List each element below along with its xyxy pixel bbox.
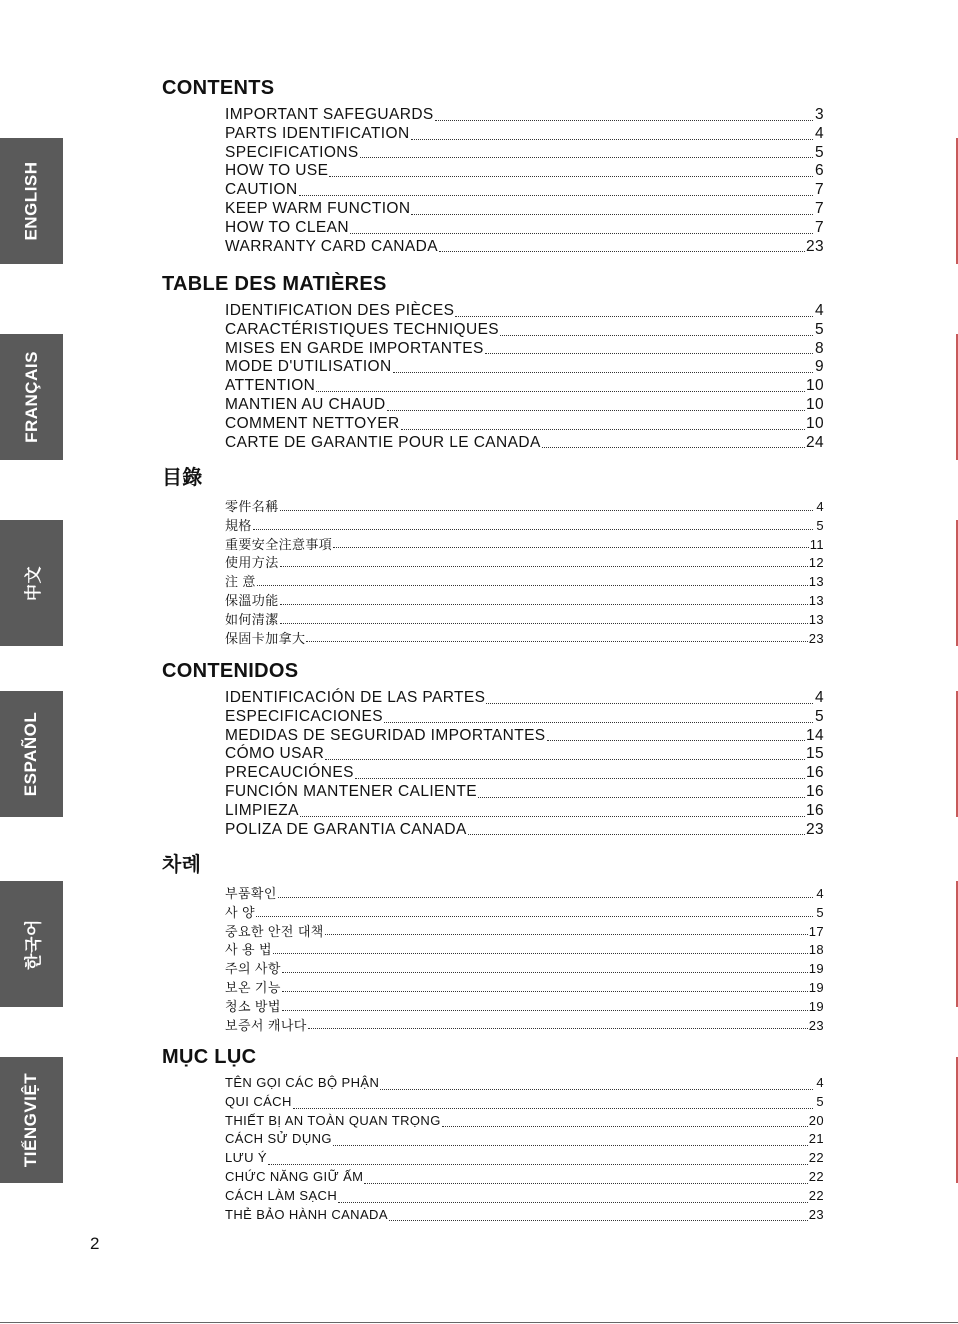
toc-entry-label: MANTIEN AU CHAUD <box>225 395 386 413</box>
toc-entry[interactable] <box>225 515 824 534</box>
dot-leader <box>411 139 813 140</box>
toc-entry-label: MODE D'UTILISATION <box>225 358 392 376</box>
dot-leader <box>280 623 808 624</box>
page-number: 2 <box>90 1234 100 1253</box>
section-title: CONTENIDOS <box>162 660 299 682</box>
dot-leader <box>325 759 805 760</box>
dot-leader <box>547 740 805 741</box>
toc-entry-label: TÊN GỌI CÁC BỘ PHẬN <box>225 1075 380 1090</box>
toc-entry-label: CARACTÉRISTIQUES TECHNIQUES <box>225 320 500 338</box>
tab-vietnamese-label: TIẾNGVIỆT <box>21 1072 41 1168</box>
toc-entry-label: HOW TO CLEAN <box>225 218 349 236</box>
toc-entry[interactable] <box>225 802 824 821</box>
dot-leader <box>329 176 813 177</box>
dot-leader <box>435 120 813 121</box>
toc-entry[interactable] <box>225 939 824 958</box>
toc-entry[interactable] <box>225 1094 824 1113</box>
toc-entry[interactable] <box>225 902 824 921</box>
toc-entry-label: 保固卡加拿大 <box>225 630 306 646</box>
tab-espanol[interactable] <box>0 691 63 817</box>
toc-entry-page: 4 <box>814 124 824 142</box>
toc-entry[interactable] <box>225 977 824 996</box>
dot-leader <box>278 897 813 898</box>
dot-leader <box>253 529 813 530</box>
toc-entry[interactable] <box>225 1075 824 1094</box>
section-title: MỤC LỤC <box>162 1046 257 1068</box>
toc-entry[interactable] <box>225 358 824 377</box>
tab-vietnamese[interactable] <box>0 1057 63 1183</box>
toc-entry[interactable] <box>225 340 824 359</box>
toc-entry-label: IDENTIFICACIÓN DE LAS PARTES <box>225 689 486 706</box>
toc-entry-label: 중요한 안전 대책 <box>225 923 324 939</box>
toc-entry-page: 4 <box>816 499 824 514</box>
toc-entry[interactable] <box>225 219 824 238</box>
tab-english[interactable] <box>0 138 63 264</box>
toc-entry[interactable] <box>225 764 824 783</box>
toc-entry-label: 보온 기능 <box>225 979 281 995</box>
dot-leader <box>268 1164 808 1165</box>
toc-list <box>162 496 824 646</box>
dot-leader <box>350 233 813 234</box>
toc-entry-page: 23 <box>805 820 824 838</box>
toc-entry-page: 19 <box>808 961 824 977</box>
toc-section-korean <box>162 853 824 1033</box>
toc-entry[interactable] <box>225 727 824 746</box>
toc-entry-label: LƯU Ý <box>225 1150 268 1166</box>
toc-entry-label: ATTENTION <box>225 377 316 395</box>
toc-entry-label: CAUTION <box>225 181 298 199</box>
tab-francais[interactable] <box>0 334 63 460</box>
toc-list <box>162 106 824 256</box>
dot-leader <box>257 585 808 586</box>
toc-section-vietnamese <box>162 1045 824 1225</box>
toc-entry-label: WARRANTY CARD CANADA <box>225 237 438 255</box>
dot-leader <box>273 953 808 954</box>
toc-entry[interactable] <box>225 106 824 125</box>
tab-francais-label: FRANÇAIS <box>21 351 41 443</box>
dot-leader <box>380 1089 813 1090</box>
toc-entry-label: CÁCH LÀM SẠCH <box>225 1187 338 1203</box>
toc-entry-page: 4 <box>816 886 824 901</box>
toc-entry-page: 22 <box>808 1187 824 1203</box>
toc-entry[interactable] <box>225 162 824 181</box>
toc-entry-page: 14 <box>805 726 824 744</box>
toc-entry[interactable] <box>225 783 824 802</box>
toc-entry-page: 8 <box>814 339 824 357</box>
dot-leader <box>442 1126 808 1127</box>
toc-entry-page: 13 <box>808 611 824 627</box>
toc-entry-label: 청소 방법 <box>225 998 281 1014</box>
toc-entry-label: THIẾT BỊ AN TOÀN QUAN TRỌNG <box>225 1112 441 1128</box>
toc-entry[interactable] <box>225 1131 824 1150</box>
dot-leader <box>308 1028 808 1029</box>
toc-entry-page: 5 <box>814 707 824 725</box>
toc-entry-page: 6 <box>814 162 824 180</box>
toc-entry[interactable] <box>225 434 824 453</box>
section-title: CONTENTS <box>162 77 275 99</box>
toc-entry-page: 12 <box>808 555 824 571</box>
toc-entry-page: 10 <box>805 395 824 413</box>
toc-entry-label: LIMPIEZA <box>225 801 299 819</box>
toc-entry-label: PARTS IDENTIFICATION <box>225 124 410 142</box>
toc-entry[interactable] <box>225 552 824 571</box>
section-title: TABLE DES MATIÈRES <box>162 273 387 295</box>
dot-leader <box>338 1202 808 1203</box>
toc-entry[interactable] <box>225 1188 824 1207</box>
toc-entry-page: 19 <box>808 998 824 1014</box>
toc-entry-label: SPECIFICATIONS <box>225 143 359 161</box>
tab-espanol-label: ESPAÑOL <box>21 711 41 797</box>
toc-entry-label: 注 意 <box>225 574 256 590</box>
toc-section-french <box>162 272 824 452</box>
toc-section-spanish <box>162 659 824 839</box>
toc-entry-page: 13 <box>808 574 824 590</box>
toc-entry[interactable] <box>225 1150 824 1169</box>
dot-leader <box>280 566 808 567</box>
toc-entry-label: CÓMO USAR <box>225 745 325 763</box>
toc-entry[interactable] <box>225 821 824 840</box>
tab-korean-label: 한국어 <box>24 918 43 970</box>
toc-entry-page: 23 <box>808 1206 824 1222</box>
dot-leader <box>401 429 805 430</box>
toc-entry-label: HOW TO USE <box>225 162 329 180</box>
dot-leader <box>542 447 805 448</box>
toc-entry[interactable] <box>225 302 824 321</box>
dot-leader <box>293 1108 813 1109</box>
toc-entry-label: 사 양 <box>225 904 255 920</box>
toc-entry-page: 23 <box>808 1017 824 1033</box>
tab-korean[interactable] <box>0 881 63 1007</box>
dot-leader <box>364 1183 807 1184</box>
dot-leader <box>486 703 813 704</box>
toc-entry-page: 7 <box>814 181 824 199</box>
bottom-rule <box>0 1322 958 1323</box>
toc-entry-label: KEEP WARM FUNCTION <box>225 199 411 217</box>
toc-entry-label: 사 용 법 <box>225 942 272 958</box>
toc-entry-label: PRECAUCIÓNES <box>225 764 354 782</box>
toc-entry-label: CÁCH SỬ DỤNG <box>225 1131 332 1147</box>
toc-entry[interactable] <box>225 377 824 396</box>
toc-entry[interactable] <box>225 125 824 144</box>
toc-section-chinese <box>162 466 824 646</box>
toc-entry-page: 3 <box>814 106 824 123</box>
toc-entry-label: 如何清潔 <box>225 611 279 627</box>
toc-entry-page: 9 <box>814 358 824 376</box>
toc-entry[interactable] <box>225 883 824 902</box>
toc-entry[interactable] <box>225 238 824 257</box>
toc-entry[interactable] <box>225 745 824 764</box>
toc-entry-label: THẺ BẢO HÀNH CANADA <box>225 1206 388 1222</box>
dot-leader <box>384 722 813 723</box>
toc-list <box>162 302 824 452</box>
toc-entry[interactable] <box>225 590 824 609</box>
toc-entry-page: 19 <box>808 979 824 995</box>
toc-entry-label: IDENTIFICATION DES PIÈCES <box>225 302 455 319</box>
toc-entry[interactable] <box>225 689 824 708</box>
toc-entry-page: 18 <box>808 942 824 958</box>
dot-leader <box>282 991 808 992</box>
toc-entry[interactable] <box>225 1169 824 1188</box>
dot-leader <box>411 214 813 215</box>
tab-english-label: ENGLISH <box>21 161 41 241</box>
tab-chinese[interactable] <box>0 520 63 646</box>
toc-entry-label: 주의 사항 <box>225 961 281 977</box>
toc-entry-page: 4 <box>816 1075 824 1090</box>
toc-entry-page: 11 <box>809 536 824 552</box>
dot-leader <box>282 1010 808 1011</box>
toc-entry-label: CHỨC NĂNG GIỮ ẤM <box>225 1168 364 1184</box>
dot-leader <box>333 547 809 548</box>
dot-leader <box>389 1220 808 1221</box>
dot-leader <box>282 972 808 973</box>
toc-entry[interactable] <box>225 1113 824 1132</box>
toc-entry-page: 15 <box>805 745 824 763</box>
toc-entry-page: 13 <box>808 592 824 608</box>
dot-leader <box>393 372 813 373</box>
toc-entry-page: 22 <box>808 1150 824 1166</box>
toc-entry-page: 23 <box>808 630 824 646</box>
toc-entry[interactable] <box>225 396 824 415</box>
toc-entry-page: 21 <box>808 1131 824 1147</box>
toc-entry-page: 5 <box>816 517 824 533</box>
toc-entry-page: 23 <box>805 237 824 255</box>
toc-entry[interactable] <box>225 609 824 628</box>
toc-entry-label: 使用方法 <box>225 555 279 571</box>
toc-entry-label: 부품확인 <box>225 886 277 901</box>
dot-leader <box>280 604 808 605</box>
dot-leader <box>300 816 805 817</box>
dot-leader <box>333 1145 808 1146</box>
dot-leader <box>280 510 813 511</box>
toc-entry-page: 20 <box>808 1112 824 1128</box>
toc-entry-page: 22 <box>808 1168 824 1184</box>
toc-section-english <box>162 76 824 256</box>
toc-entry-label: FUNCIÓN MANTENER CALIENTE <box>225 782 477 800</box>
toc-entry-label: 零件名稱 <box>225 499 279 514</box>
toc-entry-page: 5 <box>814 143 824 161</box>
toc-entry[interactable] <box>225 1207 824 1226</box>
toc-entry-label: 規格 <box>225 517 252 533</box>
toc-entry-page: 7 <box>814 218 824 236</box>
toc-entry-label: 重要安全注意事項 <box>225 536 333 552</box>
toc-entry-page: 10 <box>805 377 824 395</box>
toc-entry[interactable] <box>225 921 824 940</box>
toc-entry-page: 16 <box>805 764 824 782</box>
toc-entry-label: ESPECIFICACIONES <box>225 707 383 725</box>
toc-entry[interactable] <box>225 200 824 219</box>
toc-entry-page: 16 <box>805 782 824 800</box>
toc-entry[interactable] <box>225 708 824 727</box>
toc-entry[interactable] <box>225 628 824 647</box>
toc-entry[interactable] <box>225 144 824 163</box>
toc-entry-page: 5 <box>816 1093 824 1109</box>
toc-entry-page: 24 <box>805 433 824 451</box>
toc-entry-page: 10 <box>805 414 824 432</box>
toc-entry-page: 17 <box>808 923 824 939</box>
dot-leader <box>439 251 805 252</box>
toc-entry-label: MEDIDAS DE SEGURIDAD IMPORTANTES <box>225 726 546 744</box>
dot-leader <box>387 410 805 411</box>
toc-entry-page: 4 <box>814 689 824 706</box>
toc-entry-page: 5 <box>816 904 824 920</box>
toc-entry-label: MISES EN GARDE IMPORTANTES <box>225 339 484 357</box>
toc-entry[interactable] <box>225 321 824 340</box>
dot-leader <box>500 335 813 336</box>
toc-entry[interactable] <box>225 571 824 590</box>
tab-chinese-label: 中文 <box>24 565 43 601</box>
toc-entry-label: QUI CÁCH <box>225 1093 292 1109</box>
dot-leader <box>355 778 805 779</box>
section-title: 차례 <box>162 854 202 876</box>
dot-leader <box>316 391 805 392</box>
dot-leader <box>478 797 805 798</box>
toc-list <box>162 883 824 1033</box>
section-title: 目錄 <box>162 467 203 489</box>
toc-entry-page: 4 <box>814 302 824 319</box>
toc-list <box>162 689 824 839</box>
toc-entry-label: IMPORTANT SAFEGUARDS <box>225 106 434 123</box>
dot-leader <box>455 316 813 317</box>
toc-entry[interactable] <box>225 1015 824 1034</box>
toc-entry[interactable] <box>225 496 824 515</box>
toc-entry-label: 보증서 캐나다 <box>225 1017 307 1033</box>
toc-entry-page: 16 <box>805 801 824 819</box>
toc-entry[interactable] <box>225 996 824 1015</box>
toc-entry[interactable] <box>225 415 824 434</box>
dot-leader <box>256 916 813 917</box>
toc-list <box>162 1075 824 1225</box>
dot-leader <box>299 195 813 196</box>
dot-leader <box>325 934 808 935</box>
dot-leader <box>306 641 807 642</box>
toc-entry-label: COMMENT NETTOYER <box>225 414 400 432</box>
toc-entry[interactable] <box>225 958 824 977</box>
toc-entry-label: 保溫功能 <box>225 592 279 608</box>
toc-entry[interactable] <box>225 534 824 553</box>
toc-entry[interactable] <box>225 181 824 200</box>
toc-entry-label: CARTE DE GARANTIE POUR LE CANADA <box>225 433 541 451</box>
toc-entry-page: 5 <box>814 320 824 338</box>
dot-leader <box>485 353 813 354</box>
toc-entry-label: POLIZA DE GARANTIA CANADA <box>225 820 467 838</box>
toc-entry-page: 7 <box>814 199 824 217</box>
dot-leader <box>468 834 805 835</box>
dot-leader <box>360 157 813 158</box>
